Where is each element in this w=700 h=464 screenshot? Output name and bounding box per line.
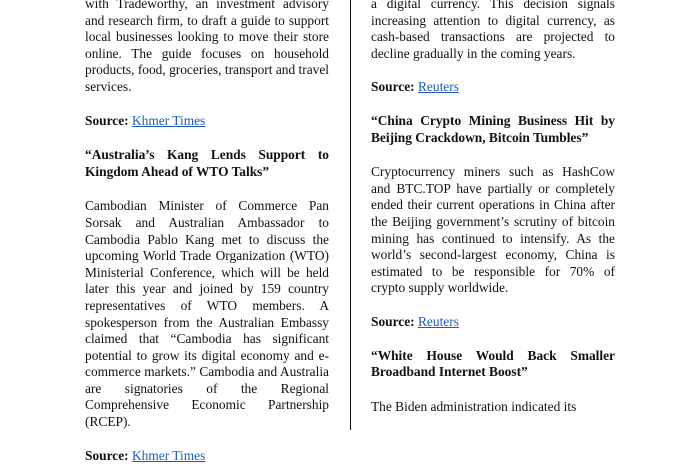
left-intro-paragraph: with Tradeworthy, an investment advisory and research firm, to draft a guide to support local businesses looking to move their store online. The guide focuses on household products, food, groceries, transport and travel services. <box>85 0 329 94</box>
article-title-white-house-broadband: “White House Would Back Smaller Broadband Internet Boost” <box>371 347 615 380</box>
source-label: Source: <box>85 447 129 463</box>
article-body-white-house-broadband: The Biden administration indicated its <box>371 398 577 414</box>
left-source-1 <box>85 113 329 130</box>
source-label: Source: <box>371 313 415 329</box>
right-source-1 <box>371 79 615 96</box>
source-link-reuters-1[interactable]: Reuters <box>418 79 459 95</box>
article-body-australia-kang: Cambodian Minister of Commerce Pan Sorsak and Australian Ambassador to Cambodia Pablo Kang met to discuss the upcoming World Trade Organization (WTO) Ministerial Conference, which will be held later this year and joined by 159 country representatives of WTO members. A spokesperson from the Australian Embassy claimed that “Cambodia has significant potential to grow its digital economy and e-commerce markets.” Cambodia and Australia are signatories of the Regional Comprehensive Economic Partnership (RCEP). <box>85 198 329 430</box>
source-link-khmer-times-2[interactable]: Khmer Times <box>132 447 206 463</box>
right-intro-paragraph: a digital currency. This decision signals increasing attention to digital currency, as cash-based transactions are projected to decline gradually in the coming years. <box>371 0 615 61</box>
source-link-khmer-times-1[interactable]: Khmer Times <box>132 112 206 128</box>
column-divider <box>350 0 351 430</box>
article-title-australia-kang: “Australia’s Kang Lends Support to Kingdom Ahead of WTO Talks” <box>85 147 329 179</box>
article-body-china-crypto: Cryptocurrency miners such as HashCow and BTC.TOP have partially or completely ended their current operations in China after the Beijing government’s scrutiny of bitcoin mining has continued to intensify. As the world’s second-largest economy, China is estimated to be responsible for 70% of crypto supply worldwide. <box>371 164 615 296</box>
article-title-china-crypto: “China Crypto Mining Business Hit by Beijing Crackdown, Bitcoin Tumbles” <box>371 112 615 145</box>
left-source-2 <box>85 448 329 464</box>
source-label: Source: <box>371 79 415 95</box>
source-label: Source: <box>85 112 129 128</box>
right-source-2 <box>371 314 615 331</box>
left-column <box>85 0 329 464</box>
source-link-reuters-2[interactable]: Reuters <box>418 313 459 329</box>
right-column <box>371 0 615 415</box>
